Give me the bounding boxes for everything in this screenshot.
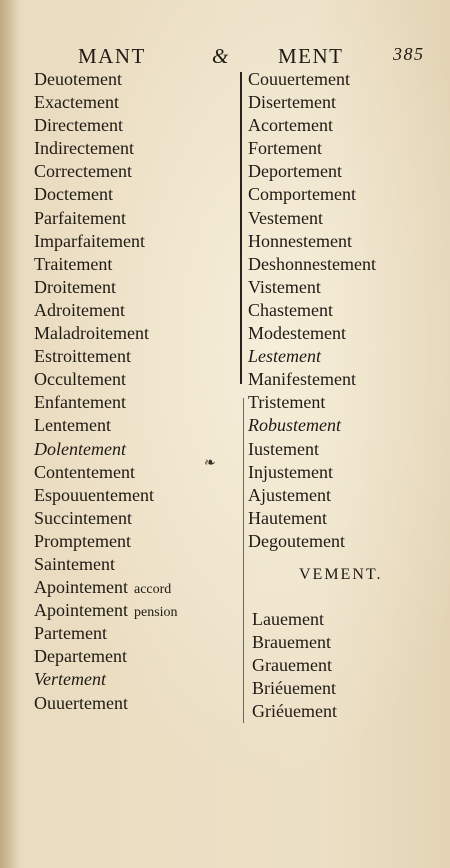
word-text: Hautement <box>248 507 327 528</box>
word-entry <box>34 253 239 276</box>
word-entry <box>248 461 443 484</box>
word-entry <box>248 530 443 553</box>
word-text: Apointement <box>34 577 128 598</box>
word-entry <box>34 183 239 206</box>
word-text: Injustement <box>248 461 333 482</box>
word-entry <box>248 137 443 160</box>
page-number: 385 <box>393 44 425 64</box>
word-entry <box>34 414 239 437</box>
word-text: Indirectement <box>34 138 134 159</box>
word-text: Occultement <box>34 369 126 390</box>
word-text: Grauement <box>252 655 332 676</box>
word-text: Apointement <box>34 600 128 621</box>
right-word-column <box>248 68 443 553</box>
word-text: Lestement <box>248 346 321 367</box>
word-entry <box>252 631 442 654</box>
word-entry <box>248 484 443 507</box>
page-gutter <box>0 0 18 868</box>
section-heading: VEMENT. <box>299 566 383 583</box>
word-entry <box>34 391 239 414</box>
word-entry <box>252 654 442 677</box>
word-entry <box>34 530 239 553</box>
word-text: Contentement <box>34 461 135 482</box>
word-text: Droitement <box>34 276 116 297</box>
word-text: Enfantement <box>34 392 126 413</box>
word-text: Brauement <box>252 632 331 653</box>
word-entry <box>248 91 443 114</box>
word-text: Exactement <box>34 92 119 113</box>
word-text: Vestement <box>248 207 323 228</box>
word-entry <box>34 137 239 160</box>
column-rule <box>240 72 242 384</box>
word-entry <box>252 608 442 631</box>
word-entry <box>34 230 239 253</box>
word-text: Degoutement <box>248 530 345 551</box>
word-entry <box>248 414 443 437</box>
word-entry <box>252 677 442 700</box>
word-entry <box>248 276 443 299</box>
word-text: Honnestement <box>248 230 352 251</box>
word-text: Doctement <box>34 184 113 205</box>
word-text: Adroitement <box>34 299 125 320</box>
word-text: Chastement <box>248 299 333 320</box>
word-entry <box>34 507 239 530</box>
word-text: Disertement <box>248 92 336 113</box>
word-entry <box>34 207 239 230</box>
word-entry <box>34 484 239 507</box>
word-entry <box>248 160 443 183</box>
word-entry <box>34 114 239 137</box>
word-text: Estroittement <box>34 346 131 367</box>
word-entry <box>248 114 443 137</box>
word-entry <box>248 299 443 322</box>
word-entry <box>248 322 443 345</box>
word-text: Lauement <box>252 609 324 629</box>
word-entry <box>34 599 239 622</box>
word-entry <box>248 368 443 391</box>
word-text: Robustement <box>248 415 341 436</box>
word-text: Deportement <box>248 161 342 182</box>
word-entry <box>248 207 443 230</box>
word-note: pension <box>133 605 178 621</box>
word-entry <box>252 700 442 723</box>
word-entry <box>34 160 239 183</box>
word-text: Succintement <box>34 507 132 528</box>
word-text: Couuertement <box>248 69 350 89</box>
word-entry <box>248 183 443 206</box>
word-text: Deuotement <box>34 69 122 89</box>
word-entry <box>34 692 239 715</box>
word-entry <box>248 391 443 414</box>
word-text: Griéuement <box>252 701 337 722</box>
word-entry <box>34 368 239 391</box>
word-entry <box>34 276 239 299</box>
word-entry <box>34 645 239 668</box>
word-entry <box>34 299 239 322</box>
word-text: Partement <box>34 623 107 644</box>
header-left: MANT <box>78 44 146 68</box>
word-text: Vertement <box>34 669 106 690</box>
word-entry <box>34 68 239 91</box>
word-text: Vistement <box>248 276 321 297</box>
word-text: Correctement <box>34 161 132 182</box>
word-text: Promptement <box>34 530 131 551</box>
word-text: Briéuement <box>252 678 336 699</box>
word-entry <box>34 576 239 599</box>
word-entry <box>248 507 443 530</box>
word-entry <box>34 622 239 645</box>
word-text: Departement <box>34 646 127 667</box>
word-text: Saintement <box>34 553 115 574</box>
word-text: Imparfaitement <box>34 230 145 251</box>
word-text: Comportement <box>248 184 356 205</box>
word-text: Fortement <box>248 138 322 159</box>
word-text: Maladroitement <box>34 323 149 344</box>
word-text: Ouuertement <box>34 692 128 713</box>
word-entry <box>248 438 443 461</box>
header-right: MENT <box>278 44 344 68</box>
word-text: Acortement <box>248 115 333 136</box>
word-text: Manifestement <box>248 369 356 390</box>
header-ampersand: & <box>212 44 230 68</box>
word-text: Iustement <box>248 438 319 459</box>
word-text: Modestement <box>248 323 346 344</box>
word-text: Dolentement <box>34 438 126 459</box>
word-text: Ajustement <box>248 484 331 505</box>
margin-mark: ❧ <box>204 456 216 471</box>
word-text: Lentement <box>34 415 111 436</box>
word-text: Parfaitement <box>34 207 126 228</box>
word-entry <box>248 230 443 253</box>
word-entry <box>34 668 239 691</box>
word-text: Espouuentement <box>34 484 154 505</box>
word-text: Deshonnestement <box>248 253 376 274</box>
left-word-column <box>34 68 239 715</box>
word-entry <box>248 253 443 276</box>
word-text: Directement <box>34 115 123 136</box>
right-word-column-2 <box>252 608 442 723</box>
word-entry <box>248 68 443 91</box>
word-note: accord <box>133 582 172 598</box>
word-entry <box>34 91 239 114</box>
word-entry <box>248 345 443 368</box>
column-rule-lower <box>243 398 244 723</box>
word-text: Tristement <box>248 392 326 413</box>
word-entry <box>34 322 239 345</box>
word-entry <box>34 553 239 576</box>
word-text: Traitement <box>34 253 113 274</box>
word-entry <box>34 345 239 368</box>
